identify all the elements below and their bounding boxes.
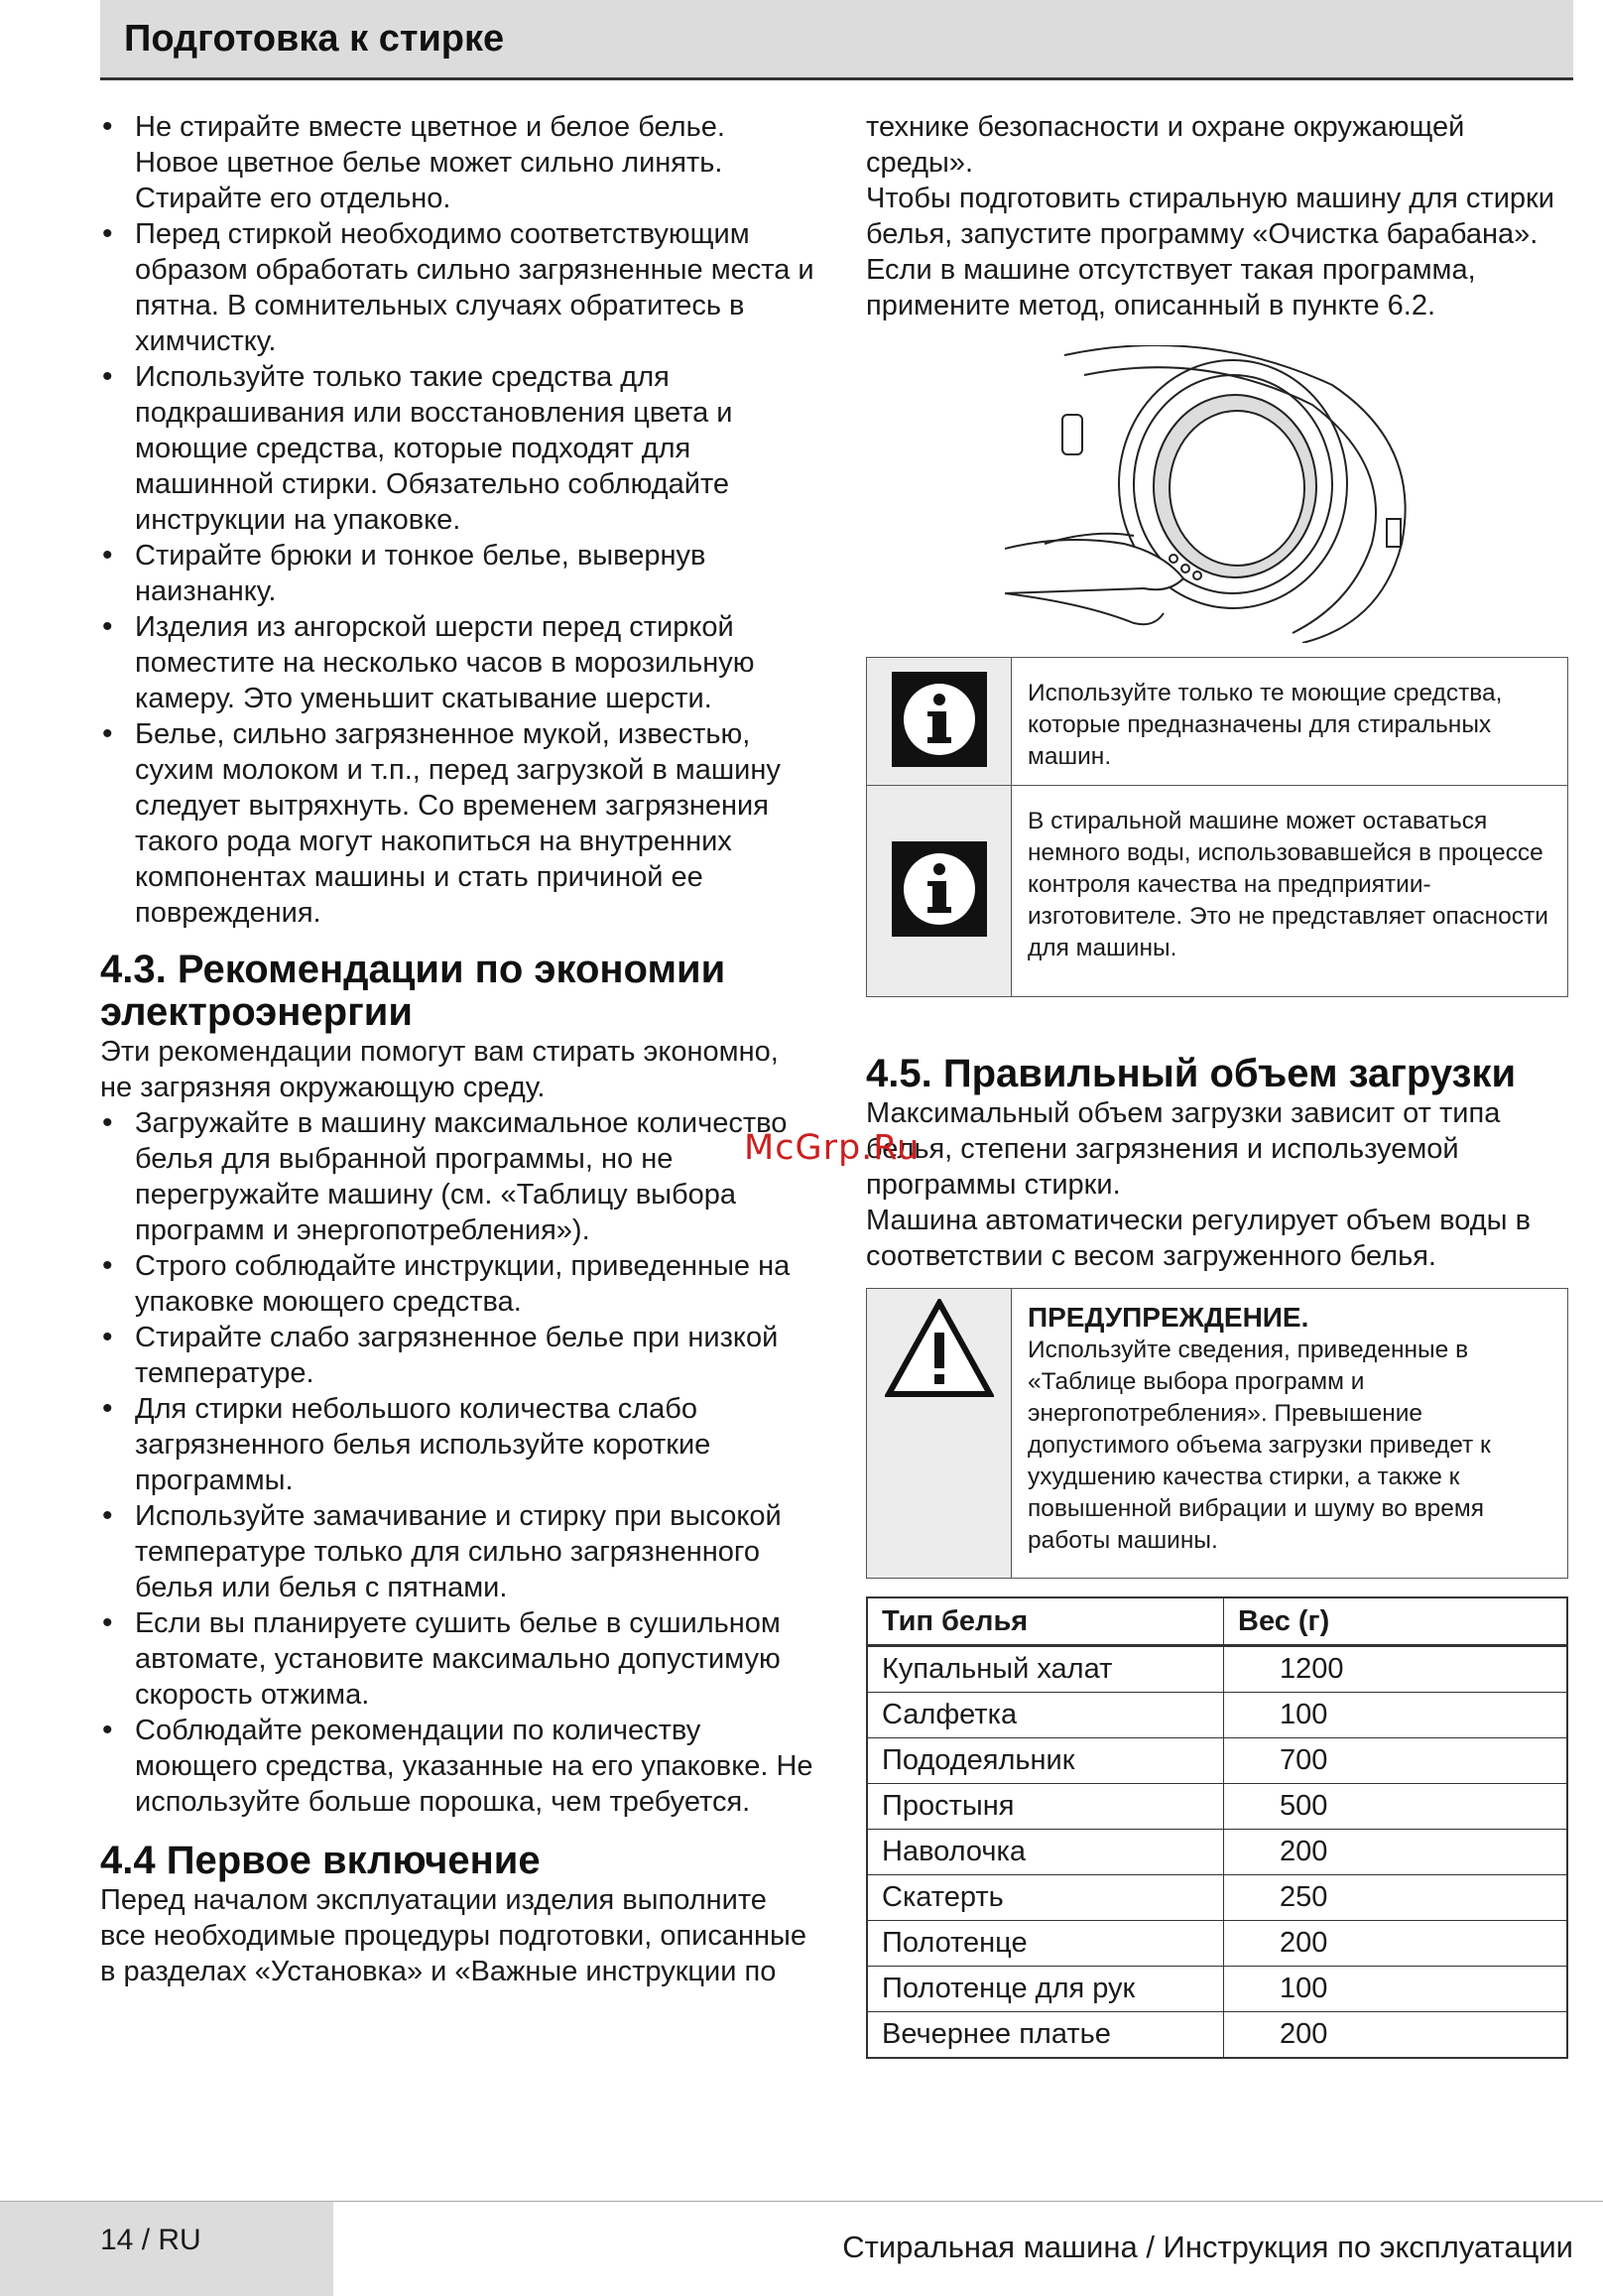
section-4-3-title: 4.3. Рекомендации по экономии электроэнергии <box>100 948 726 1034</box>
warning-box <box>866 1288 1568 1579</box>
info-icon <box>892 841 987 942</box>
warning-triangle-icon <box>885 1299 994 1403</box>
table-row <box>867 2012 1567 2059</box>
list-item: • Строго соблюдайте инструкции, приведенные на упаковке моющего средства. <box>100 1248 814 1320</box>
table-cell: 100 <box>1224 1967 1568 2012</box>
table-row <box>867 1921 1567 1967</box>
washing-machine-door-illustration <box>1005 345 1441 643</box>
table-cell: Скатерть <box>867 1875 1224 1921</box>
footer-title: Стиральная машина / Инструкция по эксплуатации <box>842 2230 1573 2264</box>
table-header-row <box>867 1597 1567 1646</box>
section-4-5-paragraph: Машина автоматически регулирует объем воды в соответствии с весом загруженного белья. <box>866 1205 1531 1272</box>
load-weight-table <box>866 1596 1568 2059</box>
table-cell: Купальный халат <box>867 1646 1224 1693</box>
table-cell: 200 <box>1224 1830 1568 1875</box>
list-item: • Используйте замачивание и стирку при высокой температуре только для сильно загрязненного белья или белья с пятнами. <box>100 1498 814 1605</box>
table-cell: 250 <box>1224 1875 1568 1921</box>
list-item: • Соблюдайте рекомендации по количеству моющего средства, указанные на его упаковке. Не используйте больше порошка, чем требуется. <box>100 1713 814 1820</box>
table-cell: Салфетка <box>867 1693 1224 1738</box>
info-note-text: В стиральной машине может оставаться немного воды, использовавшейся в процессе контроля качества на предприятии-изготовителе. Это не представляет опасности для машины. <box>1012 786 1568 997</box>
list-item: • Для стирки небольшого количества слабо загрязненного белья используйте короткие программы. <box>100 1391 814 1498</box>
table-cell: 200 <box>1224 2012 1568 2059</box>
washing-tips-list <box>100 109 814 931</box>
list-item: • Перед стиркой необходимо соответствующим образом обработать сильно загрязненные места и пятна. В сомнительных случаях обратитесь в химчистку. <box>100 216 814 359</box>
list-item: • Изделия из ангорской шерсти перед стиркой поместите на несколько часов в морозильную камеру. Это уменьшит скатывание шерсти. <box>100 609 814 716</box>
section-4-4-text: Перед началом эксплуатации изделия выполните все необходимые процедуры подготовки, описанные в разделах «Установка» и «Важные инструкции по <box>100 1884 807 1987</box>
section-4-5-title: 4.5. Правильный объем загрузки <box>866 1052 1517 1095</box>
info-icon <box>892 672 987 772</box>
table-cell: Простыня <box>867 1784 1224 1830</box>
section-4-5-paragraph: Максимальный объем загрузки зависит от типа белья, степени загрязнения и используемой программы стирки. <box>866 1097 1501 1201</box>
info-notes-table <box>866 657 1568 997</box>
table-row <box>867 1646 1567 1693</box>
table-cell: 500 <box>1224 1784 1568 1830</box>
list-item: • Загружайте в машину максимальное количество белья для выбранной программы, но не перегружайте машину (см. «Таблицу выбора программ и энергопотребления»). <box>100 1105 814 1248</box>
page-footer <box>0 2201 1603 2296</box>
list-item: • Используйте только такие средства для подкрашивания или восстановления цвета и моющие средства, которые подходят для машинной стирки. Обязательно соблюдайте инструкции на упаковке. <box>100 359 814 538</box>
warning-text: Используйте сведения, приведенные в «Таблице выбора программ и энергопотребления». Превышение допустимого объема загрузки приведет к ухудшению качества стирки, а также к повышенной вибрации и шуму во время работы машины. <box>1028 1337 1491 1554</box>
table-cell: Пододеяльник <box>867 1738 1224 1784</box>
warning-title: ПРЕДУПРЕЖДЕНИЕ. <box>1028 1302 1309 1333</box>
list-item: • Стирайте брюки и тонкое белье, вывернув наизнанку. <box>100 538 814 609</box>
table-cell: Наволочка <box>867 1830 1224 1875</box>
table-row <box>867 1967 1567 2012</box>
energy-tips-list <box>100 1105 814 1820</box>
table-cell: 1200 <box>1224 1646 1568 1693</box>
info-note-text: Используйте только те моющие средства, которые предназначены для стиральных машин. <box>1012 658 1568 786</box>
list-item: • Не стирайте вместе цветное и белое белье. Новое цветное белье может сильно линять. Стирайте его отдельно. <box>100 109 814 216</box>
right-column <box>866 109 1572 2059</box>
table-cell: Вечернее платье <box>867 2012 1224 2059</box>
table-cell: Полотенце <box>867 1921 1224 1967</box>
section-4-4-title: 4.4 Первое включение <box>100 1839 541 1882</box>
watermark: McGrp.Ru <box>744 1128 921 1168</box>
list-item: • Если вы планируете сушить белье в сушильном автомате, установите максимально допустимую скорость отжима. <box>100 1605 814 1713</box>
table-cell: 200 <box>1224 1921 1568 1967</box>
table-row <box>867 1784 1567 1830</box>
list-item: • Белье, сильно загрязненное мукой, известью, сухим молоком и т.п., перед загрузкой в машину следует вытряхнуть. Со временем загрязнения такого рода могут накопиться на внутренних компонентах машины и стать причиной ее повреждения. <box>100 716 814 931</box>
left-column <box>100 109 814 1989</box>
column-header: Тип белья <box>867 1597 1224 1646</box>
page-header <box>100 0 1573 80</box>
table-row <box>867 1693 1567 1738</box>
table-cell: 700 <box>1224 1738 1568 1784</box>
table-row <box>867 1875 1567 1921</box>
drum-cleaning-text: Чтобы подготовить стиральную машину для стирки белья, запустите программу «Очистка барабана». Если в машине отсутствует такая программа, примените метод, описанный в пункте 6.2. <box>866 183 1554 321</box>
section-4-3-intro: Эти рекомендации помогут вам стирать экономно, не загрязняя окружающую среду. <box>100 1036 779 1103</box>
list-item: • Стирайте слабо загрязненное белье при низкой температуре. <box>100 1320 814 1391</box>
table-row <box>867 1738 1567 1784</box>
continuation-text: технике безопасности и охране окружающей среды». <box>866 111 1465 179</box>
table-cell: 100 <box>1224 1693 1568 1738</box>
table-cell: Полотенце для рук <box>867 1967 1224 2012</box>
table-row <box>867 1830 1567 1875</box>
page-number: 14 / RU <box>100 2224 201 2256</box>
page-title: Подготовка к стирке <box>124 18 505 60</box>
column-header: Вес (г) <box>1224 1597 1568 1646</box>
